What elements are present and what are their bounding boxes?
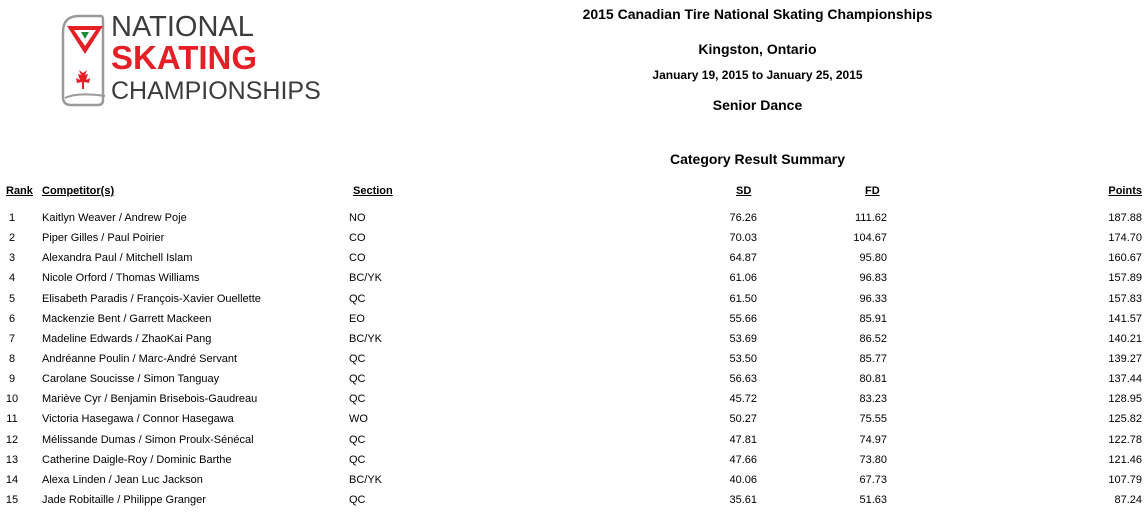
sd-cell: 55.66 bbox=[729, 312, 757, 325]
column-header-sd: SD bbox=[736, 185, 752, 197]
table-row bbox=[0, 228, 1148, 248]
competitor-cell: Alexandra Paul / Mitchell Islam bbox=[42, 252, 193, 265]
section-cell: QC bbox=[349, 393, 366, 406]
section-cell: QC bbox=[349, 373, 366, 386]
rank-cell: 2 bbox=[8, 232, 16, 245]
sd-cell: 53.50 bbox=[729, 352, 757, 365]
sd-cell: 40.06 bbox=[729, 473, 757, 486]
sd-cell: 56.63 bbox=[729, 373, 757, 386]
rank-cell: 12 bbox=[5, 433, 19, 446]
sd-cell: 61.50 bbox=[729, 292, 757, 305]
table-row bbox=[0, 349, 1148, 369]
section-cell: QC bbox=[349, 433, 366, 446]
points-cell: 174.70 bbox=[1108, 232, 1142, 245]
event-title: 2015 Canadian Tire National Skating Championships bbox=[582, 6, 933, 22]
sd-cell: 61.06 bbox=[729, 272, 757, 285]
rank-cell: 14 bbox=[5, 473, 19, 486]
rank-cell: 10 bbox=[5, 393, 19, 406]
points-cell: 87.24 bbox=[1114, 493, 1142, 506]
competitor-cell: Elisabeth Paradis / François-Xavier Ouellette bbox=[42, 292, 261, 305]
section-cell: BC/YK bbox=[349, 332, 383, 345]
points-cell: 107.79 bbox=[1108, 473, 1142, 486]
column-header-rank: Rank bbox=[6, 185, 33, 197]
sd-cell: 47.66 bbox=[729, 453, 757, 466]
column-header-competitors: Competitor(s) bbox=[42, 185, 115, 197]
rank-cell: 5 bbox=[8, 292, 16, 305]
event-location: Kingston, Ontario bbox=[698, 41, 817, 57]
table-row bbox=[0, 409, 1148, 429]
section-cell: QC bbox=[349, 453, 366, 466]
table-row bbox=[0, 289, 1148, 309]
section-cell: NO bbox=[349, 212, 366, 224]
sd-cell: 47.81 bbox=[729, 433, 757, 446]
competitor-cell: Carolane Soucisse / Simon Tanguay bbox=[42, 373, 220, 386]
column-header-points: Points bbox=[1108, 185, 1142, 197]
table-row bbox=[0, 490, 1148, 510]
column-header-section: Section bbox=[353, 185, 393, 197]
table-row bbox=[0, 369, 1148, 389]
competitor-cell: Alexa Linden / Jean Luc Jackson bbox=[42, 473, 203, 486]
section-cell: QC bbox=[349, 292, 366, 305]
sd-cell: 45.72 bbox=[729, 393, 757, 406]
section-cell: WO bbox=[349, 413, 368, 426]
table-row bbox=[0, 430, 1148, 450]
sd-cell: 53.69 bbox=[729, 332, 757, 345]
logo-championships-text: CHAMPIONSHIPS bbox=[111, 77, 321, 105]
section-cell: QC bbox=[349, 493, 366, 506]
points-cell: 140.21 bbox=[1108, 332, 1142, 345]
fd-cell: 73.80 bbox=[859, 453, 887, 466]
fd-cell: 86.52 bbox=[859, 332, 887, 345]
table-row bbox=[0, 309, 1148, 329]
table-row bbox=[0, 450, 1148, 470]
competitor-cell: Piper Gilles / Paul Poirier bbox=[42, 232, 165, 245]
section-cell: CO bbox=[349, 252, 366, 265]
competitor-cell: Kaitlyn Weaver / Andrew Poje bbox=[42, 212, 187, 224]
rank-cell: 3 bbox=[8, 252, 16, 265]
rank-cell: 11 bbox=[6, 413, 18, 426]
summary-heading: Category Result Summary bbox=[669, 151, 846, 167]
competitor-cell: Jade Robitaille / Philippe Granger bbox=[42, 493, 206, 506]
rank-cell: 7 bbox=[8, 332, 16, 345]
rank-cell: 4 bbox=[8, 272, 16, 285]
fd-cell: 80.81 bbox=[859, 373, 887, 386]
table-row bbox=[0, 208, 1148, 228]
points-cell: 160.67 bbox=[1108, 252, 1142, 265]
competitor-cell: Mélissande Dumas / Simon Proulx-Sénécal bbox=[42, 433, 254, 446]
points-cell: 121.46 bbox=[1108, 453, 1142, 466]
points-cell: 128.95 bbox=[1108, 393, 1142, 406]
table-row bbox=[0, 248, 1148, 268]
rank-cell: 13 bbox=[5, 453, 19, 466]
fd-cell: 111.62 bbox=[854, 212, 887, 224]
fd-cell: 95.80 bbox=[859, 252, 887, 265]
fd-cell: 104.67 bbox=[853, 232, 887, 245]
points-cell: 122.78 bbox=[1108, 433, 1142, 446]
fd-cell: 85.77 bbox=[859, 352, 887, 365]
sd-cell: 64.87 bbox=[729, 252, 757, 265]
competitor-cell: Madeline Edwards / ZhaoKai Pang bbox=[42, 332, 212, 345]
fd-cell: 83.23 bbox=[859, 393, 887, 406]
sd-cell: 70.03 bbox=[729, 232, 757, 245]
points-cell: 157.89 bbox=[1108, 272, 1142, 285]
table-row bbox=[0, 329, 1148, 349]
points-cell: 141.57 bbox=[1108, 312, 1142, 325]
sd-cell: 50.27 bbox=[729, 413, 757, 426]
fd-cell: 75.55 bbox=[859, 413, 887, 426]
results-table bbox=[0, 208, 1148, 510]
points-cell: 157.83 bbox=[1108, 292, 1142, 305]
section-cell: CO bbox=[349, 232, 366, 245]
competitor-cell: Andréanne Poulin / Marc-André Servant bbox=[42, 352, 238, 365]
rank-cell: 9 bbox=[8, 373, 16, 386]
logo-skating-text: SKATING bbox=[111, 39, 258, 76]
rank-cell: 6 bbox=[8, 312, 16, 325]
points-cell: 137.44 bbox=[1108, 373, 1142, 386]
column-header-fd: FD bbox=[865, 185, 880, 197]
championships-logo bbox=[57, 11, 321, 110]
skate-emblem-icon bbox=[57, 12, 111, 110]
event-dates: January 19, 2015 to January 25, 2015 bbox=[652, 68, 863, 82]
points-cell: 187.88 bbox=[1108, 212, 1142, 224]
table-row bbox=[0, 470, 1148, 490]
section-cell: BC/YK bbox=[349, 272, 383, 285]
fd-cell: 96.33 bbox=[859, 292, 887, 305]
rank-cell: 1 bbox=[8, 212, 16, 224]
fd-cell: 67.73 bbox=[859, 473, 887, 486]
fd-cell: 85.91 bbox=[859, 312, 887, 325]
competitor-cell: Marièvе Cyr / Benjamin Brisebois-Gaudreau bbox=[42, 393, 258, 406]
fd-cell: 96.83 bbox=[859, 272, 887, 285]
competitor-cell: Victoria Hasegawa / Connor Hasegawa bbox=[42, 413, 234, 426]
event-category: Senior Dance bbox=[712, 97, 803, 113]
fd-cell: 74.97 bbox=[859, 433, 887, 446]
table-row bbox=[0, 268, 1148, 288]
rank-cell: 8 bbox=[8, 352, 16, 365]
section-cell: EO bbox=[349, 312, 365, 325]
section-cell: BC/YK bbox=[349, 473, 383, 486]
competitor-cell: Nicole Orford / Thomas Williams bbox=[42, 272, 200, 285]
competitor-cell: Catherine Daigle-Roy / Dominic Barthe bbox=[42, 453, 232, 466]
sd-cell: 76.26 bbox=[729, 212, 757, 224]
fd-cell: 51.63 bbox=[859, 493, 887, 506]
logo-national-text: NATIONAL bbox=[111, 11, 254, 43]
points-cell: 125.82 bbox=[1108, 413, 1142, 426]
section-cell: QC bbox=[349, 352, 366, 365]
rank-cell: 15 bbox=[5, 493, 19, 506]
competitor-cell: Mackenzie Bent / Garrett Mackeen bbox=[42, 312, 212, 325]
points-cell: 139.27 bbox=[1108, 352, 1142, 365]
table-row bbox=[0, 389, 1148, 409]
sd-cell: 35.61 bbox=[729, 493, 757, 506]
